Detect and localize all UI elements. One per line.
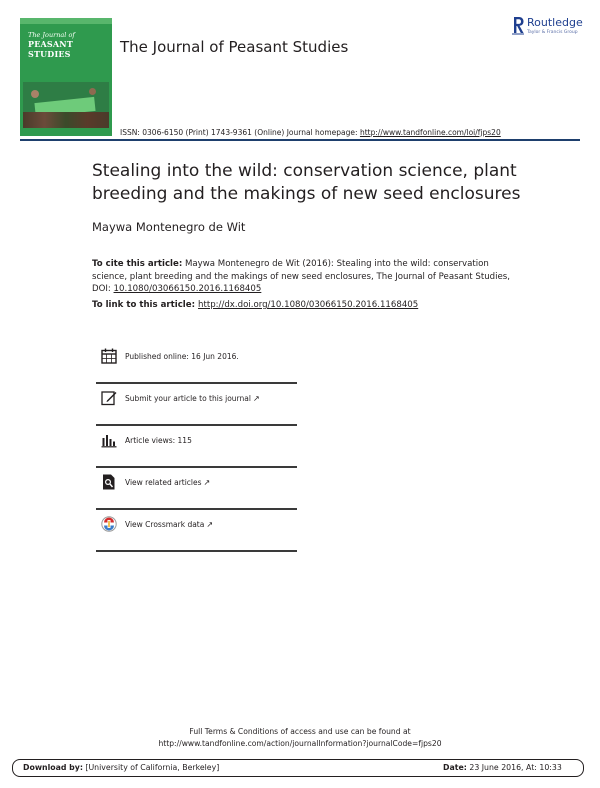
crossmark-icon <box>101 516 117 532</box>
article-views-row <box>96 426 297 468</box>
related-articles-label: View related articles <box>125 478 202 487</box>
cover-top-band <box>20 18 112 24</box>
submit-article-row[interactable] <box>96 384 297 426</box>
journal-homepage-link[interactable]: http://www.tandfonline.com/loi/fjps20 <box>359 128 501 137</box>
submit-article-label: Submit your article to this journal <box>125 394 251 403</box>
related-articles-link[interactable] <box>125 478 210 487</box>
journal-cover-image <box>20 18 112 136</box>
cover-photo <box>23 82 109 128</box>
edit-icon <box>101 390 117 406</box>
crossmark-link[interactable] <box>125 520 213 529</box>
external-link-icon: ↗ <box>206 520 214 529</box>
cover-title-line1: The Journal of <box>28 31 75 39</box>
publisher-tagline: Taylor & Francis Group <box>527 30 578 35</box>
external-link-icon: ↗ <box>203 478 211 487</box>
terms-note <box>0 726 600 750</box>
download-by <box>23 763 219 772</box>
publisher-name: Routledge <box>527 16 583 29</box>
crossmark-label: View Crossmark data <box>125 520 205 529</box>
download-by-value: [University of California, Berkeley] <box>82 763 220 772</box>
issn-line <box>120 128 501 137</box>
related-articles-row[interactable] <box>96 468 297 510</box>
download-date <box>443 763 562 772</box>
crossmark-row[interactable] <box>96 510 297 552</box>
cover-photo-figure <box>89 88 96 95</box>
journal-title: The Journal of Peasant Studies <box>120 38 349 56</box>
header-divider <box>20 139 580 141</box>
published-online-text: Published online: 16 Jun 2016. <box>125 352 239 361</box>
article-doi-url[interactable]: http://dx.doi.org/10.1080/03066150.2016.1168405 <box>198 300 419 310</box>
article-links-list <box>96 342 297 552</box>
article-title: Stealing into the wild: conservation science, plant breeding and the makings of new seed enclosures <box>92 161 521 204</box>
cover-photo-figure <box>31 90 39 98</box>
cover-title-line2: PEASANT STUDIES <box>28 39 73 59</box>
article-link-label: To link to this article: <box>92 300 199 310</box>
citation-label: To cite this article: <box>92 259 183 269</box>
terms-line: Full Terms & Conditions of access and use can be found at <box>189 727 411 736</box>
bar-chart-icon <box>101 432 117 448</box>
issn-text: ISSN: 0306-6150 (Print) 1743-9361 (Online) Journal homepage: <box>120 128 360 137</box>
terms-url[interactable]: http://www.tandfonline.com/action/journalInformation?journalCode=fjps20 <box>158 739 442 748</box>
article-views-text: Article views: 115 <box>125 436 192 445</box>
published-online-row <box>96 342 297 384</box>
article-author: Maywa Montenegro de Wit <box>92 220 246 234</box>
external-link-icon: ↗ <box>252 394 260 403</box>
publisher-logo[interactable] <box>511 16 587 42</box>
article-link-line <box>92 300 418 310</box>
search-document-icon <box>101 474 117 490</box>
calendar-icon <box>101 348 117 364</box>
routledge-logo-icon <box>511 16 525 36</box>
citation-doi-link[interactable]: 10.1080/03066150.2016.1168405 <box>113 284 262 294</box>
cover-photo-crowd <box>23 112 109 128</box>
download-date-value: 23 June 2016, At: 10:33 <box>466 763 562 772</box>
submit-article-link[interactable] <box>125 394 260 403</box>
download-info-bar <box>12 759 584 777</box>
download-date-label: Date: <box>443 763 467 772</box>
citation-block <box>92 258 512 296</box>
download-by-label: Download by: <box>23 763 83 772</box>
citation-text: Maywa Montenegro de Wit (2016): Stealing into the wild: conservation science, plant breeding and the makings of new seed enclosures, The Journal of Peasant Studies, DOI: <box>92 259 511 294</box>
